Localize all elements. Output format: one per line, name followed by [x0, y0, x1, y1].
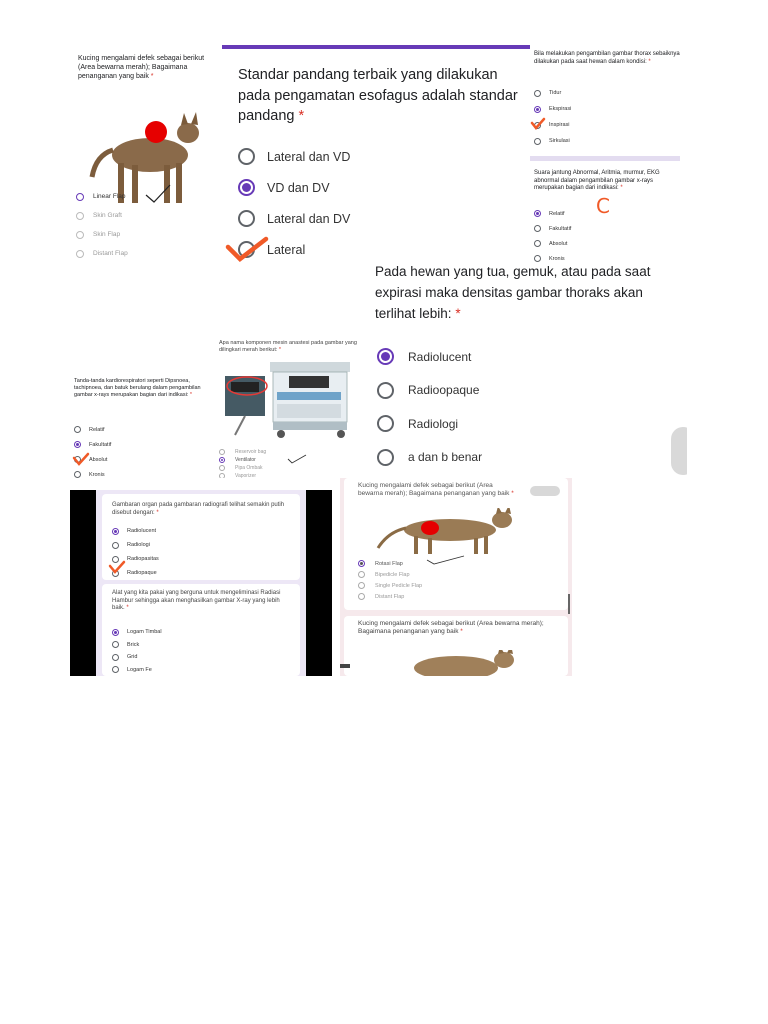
option-grid[interactable]: Grid: [112, 651, 162, 664]
radio-selected[interactable]: [76, 193, 84, 201]
question-text: Tanda-tanda kardiorespiratori seperti Dipsnoea, tachipnoea, dan batuk berulang dalam pengambilan gambar x-rays merupakan bagian dari indikasi: *: [74, 378, 201, 398]
question-card-densitas: [365, 262, 687, 477]
option-fakultatif[interactable]: Fakultatif: [534, 221, 571, 236]
option-relatif[interactable]: Relatif: [534, 206, 571, 221]
question-card-anastesi: [215, 338, 365, 478]
page-indicator: [340, 664, 350, 668]
option-inspirasi[interactable]: Inspirasi: [534, 117, 571, 133]
question-text: Alat yang kita pakai yang berguna untuk mengeliminasi Radiasi Hambur sehingga akan menghasilkan gambar X-ray yang lebih baik. *: [112, 590, 281, 611]
option-brick[interactable]: Brick: [112, 639, 162, 652]
checkmark-icon: [224, 235, 270, 263]
question-text: Bila melakukan pengambilan gambar thorax sebaiknya dilakukan pada saat hewan dalam kondisi: *: [534, 51, 680, 65]
question-text: Kucing mengalami defek sebagai berikut (Area bewarna merah); Bagaimana penanganan yang baik *: [78, 55, 205, 80]
question-card-flap-2: [344, 616, 568, 676]
option-linear-flap[interactable]: Linear Flap: [76, 187, 128, 206]
checkmark-icon: [530, 117, 546, 131]
question-card-radiografi: [102, 494, 300, 580]
checkmark-icon: [108, 560, 126, 574]
scroll-handle[interactable]: [530, 486, 560, 496]
question-card-rotasi-flap: [344, 478, 568, 610]
option-vd-dan-dv[interactable]: VD dan DV: [238, 172, 350, 203]
defect-area: [421, 521, 439, 535]
option-bipedicle-flap[interactable]: Bipedicle Flap: [358, 569, 422, 580]
option-radiopasitas[interactable]: Radiopasitas: [112, 552, 159, 566]
option-lateral[interactable]: Lateral: [238, 234, 350, 263]
option-ventilator[interactable]: Ventilator: [219, 456, 266, 464]
question-text: Kucing mengalami defek sebagai berikut (Area bewarna merah); Bagaimana penanganan yang baik *: [358, 620, 544, 636]
form-area: [96, 490, 306, 676]
question-screenshot-flap: [340, 478, 572, 676]
question-text: Kucing mengalami defek sebagai berikut (Area bewarna merah); Bagaimana penanganan yang baik *: [358, 482, 514, 498]
options-list: [112, 626, 162, 676]
checkmark-icon: [426, 554, 466, 566]
question-card-cat-defect: [70, 45, 222, 263]
question-card-grid: [102, 584, 300, 676]
option-vaporizer[interactable]: Vaporizer: [219, 472, 266, 478]
option-logam-fe[interactable]: Logam Fe: [112, 664, 162, 677]
option-fakultatif[interactable]: Fakultatif: [74, 437, 111, 452]
question-text: Apa nama komponen mesin anastesi pada gambar yang dilingkari merah berikut: *: [219, 340, 357, 353]
option-radiologi[interactable]: Radiologi: [377, 407, 482, 441]
question-card-esofagus: [222, 45, 530, 263]
checkmark-icon: [72, 452, 90, 466]
cat-image: [394, 650, 534, 676]
option-absolut[interactable]: Absolut: [534, 236, 571, 251]
option-lateral-dan-vd[interactable]: Lateral dan VD: [238, 141, 350, 172]
question-card-suara-jantung: [530, 164, 680, 264]
question-card-kardiorespiratori: [70, 374, 215, 482]
option-sirkulasi[interactable]: Sirkulasi: [534, 133, 571, 149]
option-radiopaque[interactable]: Radiopaque: [112, 566, 159, 580]
options-list: [76, 187, 128, 263]
handwritten-mark: C: [596, 194, 610, 218]
option-radioopaque[interactable]: Radioopaque: [377, 374, 482, 408]
option-tidur[interactable]: Tidur: [534, 85, 571, 101]
option-a-dan-b-benar[interactable]: a dan b benar: [377, 441, 482, 475]
options-list: [377, 340, 482, 474]
question-text: Pada hewan yang tua, gemuk, atau pada saat expirasi maka densitas gambar thoraks akan terlihat lebih: *: [375, 264, 651, 321]
cat-image: [370, 508, 540, 556]
question-text: Gambaran organ pada gambaran radiografi telihat semakin putih disebut dengan: *: [112, 502, 285, 516]
option-absolut[interactable]: Absolut: [74, 452, 111, 467]
option-logam-timbal[interactable]: Logam Timbal: [112, 626, 162, 639]
options-list: [358, 558, 422, 602]
question-screenshot-radiografi: [70, 490, 332, 676]
anesthesia-machine-image: [215, 360, 365, 440]
option-radiologi[interactable]: Radiologi: [112, 538, 159, 552]
options-list: [219, 448, 266, 478]
option-skin-graft[interactable]: Skin Graft: [76, 206, 128, 225]
checkmark-icon: [287, 454, 307, 464]
scrollbar[interactable]: [568, 594, 570, 614]
option-reservoir-bag[interactable]: Reservoir bag: [219, 448, 266, 456]
option-pipa-ombak[interactable]: Pipa Ombak: [219, 464, 266, 472]
scroll-handle[interactable]: [671, 427, 687, 475]
option-single-pedicle-flap[interactable]: Single Pedicle Flap: [358, 580, 422, 591]
option-distant-flap[interactable]: Distant Flap: [76, 244, 128, 263]
option-radiolucent[interactable]: Radiolucent: [112, 524, 159, 538]
question-text: Standar pandang terbaik yang dilakukan pada pengamatan esofagus adalah standar pandang *: [238, 67, 518, 125]
option-distant-flap[interactable]: Distant Flap: [358, 591, 422, 602]
checkmark-icon: [144, 183, 172, 205]
option-kronis[interactable]: Kronis: [74, 467, 111, 482]
option-radiolucent[interactable]: Radiolucent: [377, 340, 482, 374]
option-kronis[interactable]: Kronis: [534, 251, 571, 264]
option-ekspirasi[interactable]: Ekspirasi: [534, 101, 571, 117]
defect-area: [145, 121, 167, 143]
option-relatif[interactable]: Relatif: [74, 422, 111, 437]
question-text: Suara jantung Abnormal, Aritmia, murmur, EKG abnormal dalam pengambilan gambar x-rays merupakan bagian dari indikasi: *: [534, 170, 660, 191]
option-lateral-dan-dv[interactable]: Lateral dan DV: [238, 203, 350, 234]
options-list: [534, 206, 571, 264]
option-rotasi-flap[interactable]: Rotasi Flap: [358, 558, 422, 569]
question-card-thorax: [530, 45, 680, 161]
option-skin-flap[interactable]: Skin Flap: [76, 225, 128, 244]
